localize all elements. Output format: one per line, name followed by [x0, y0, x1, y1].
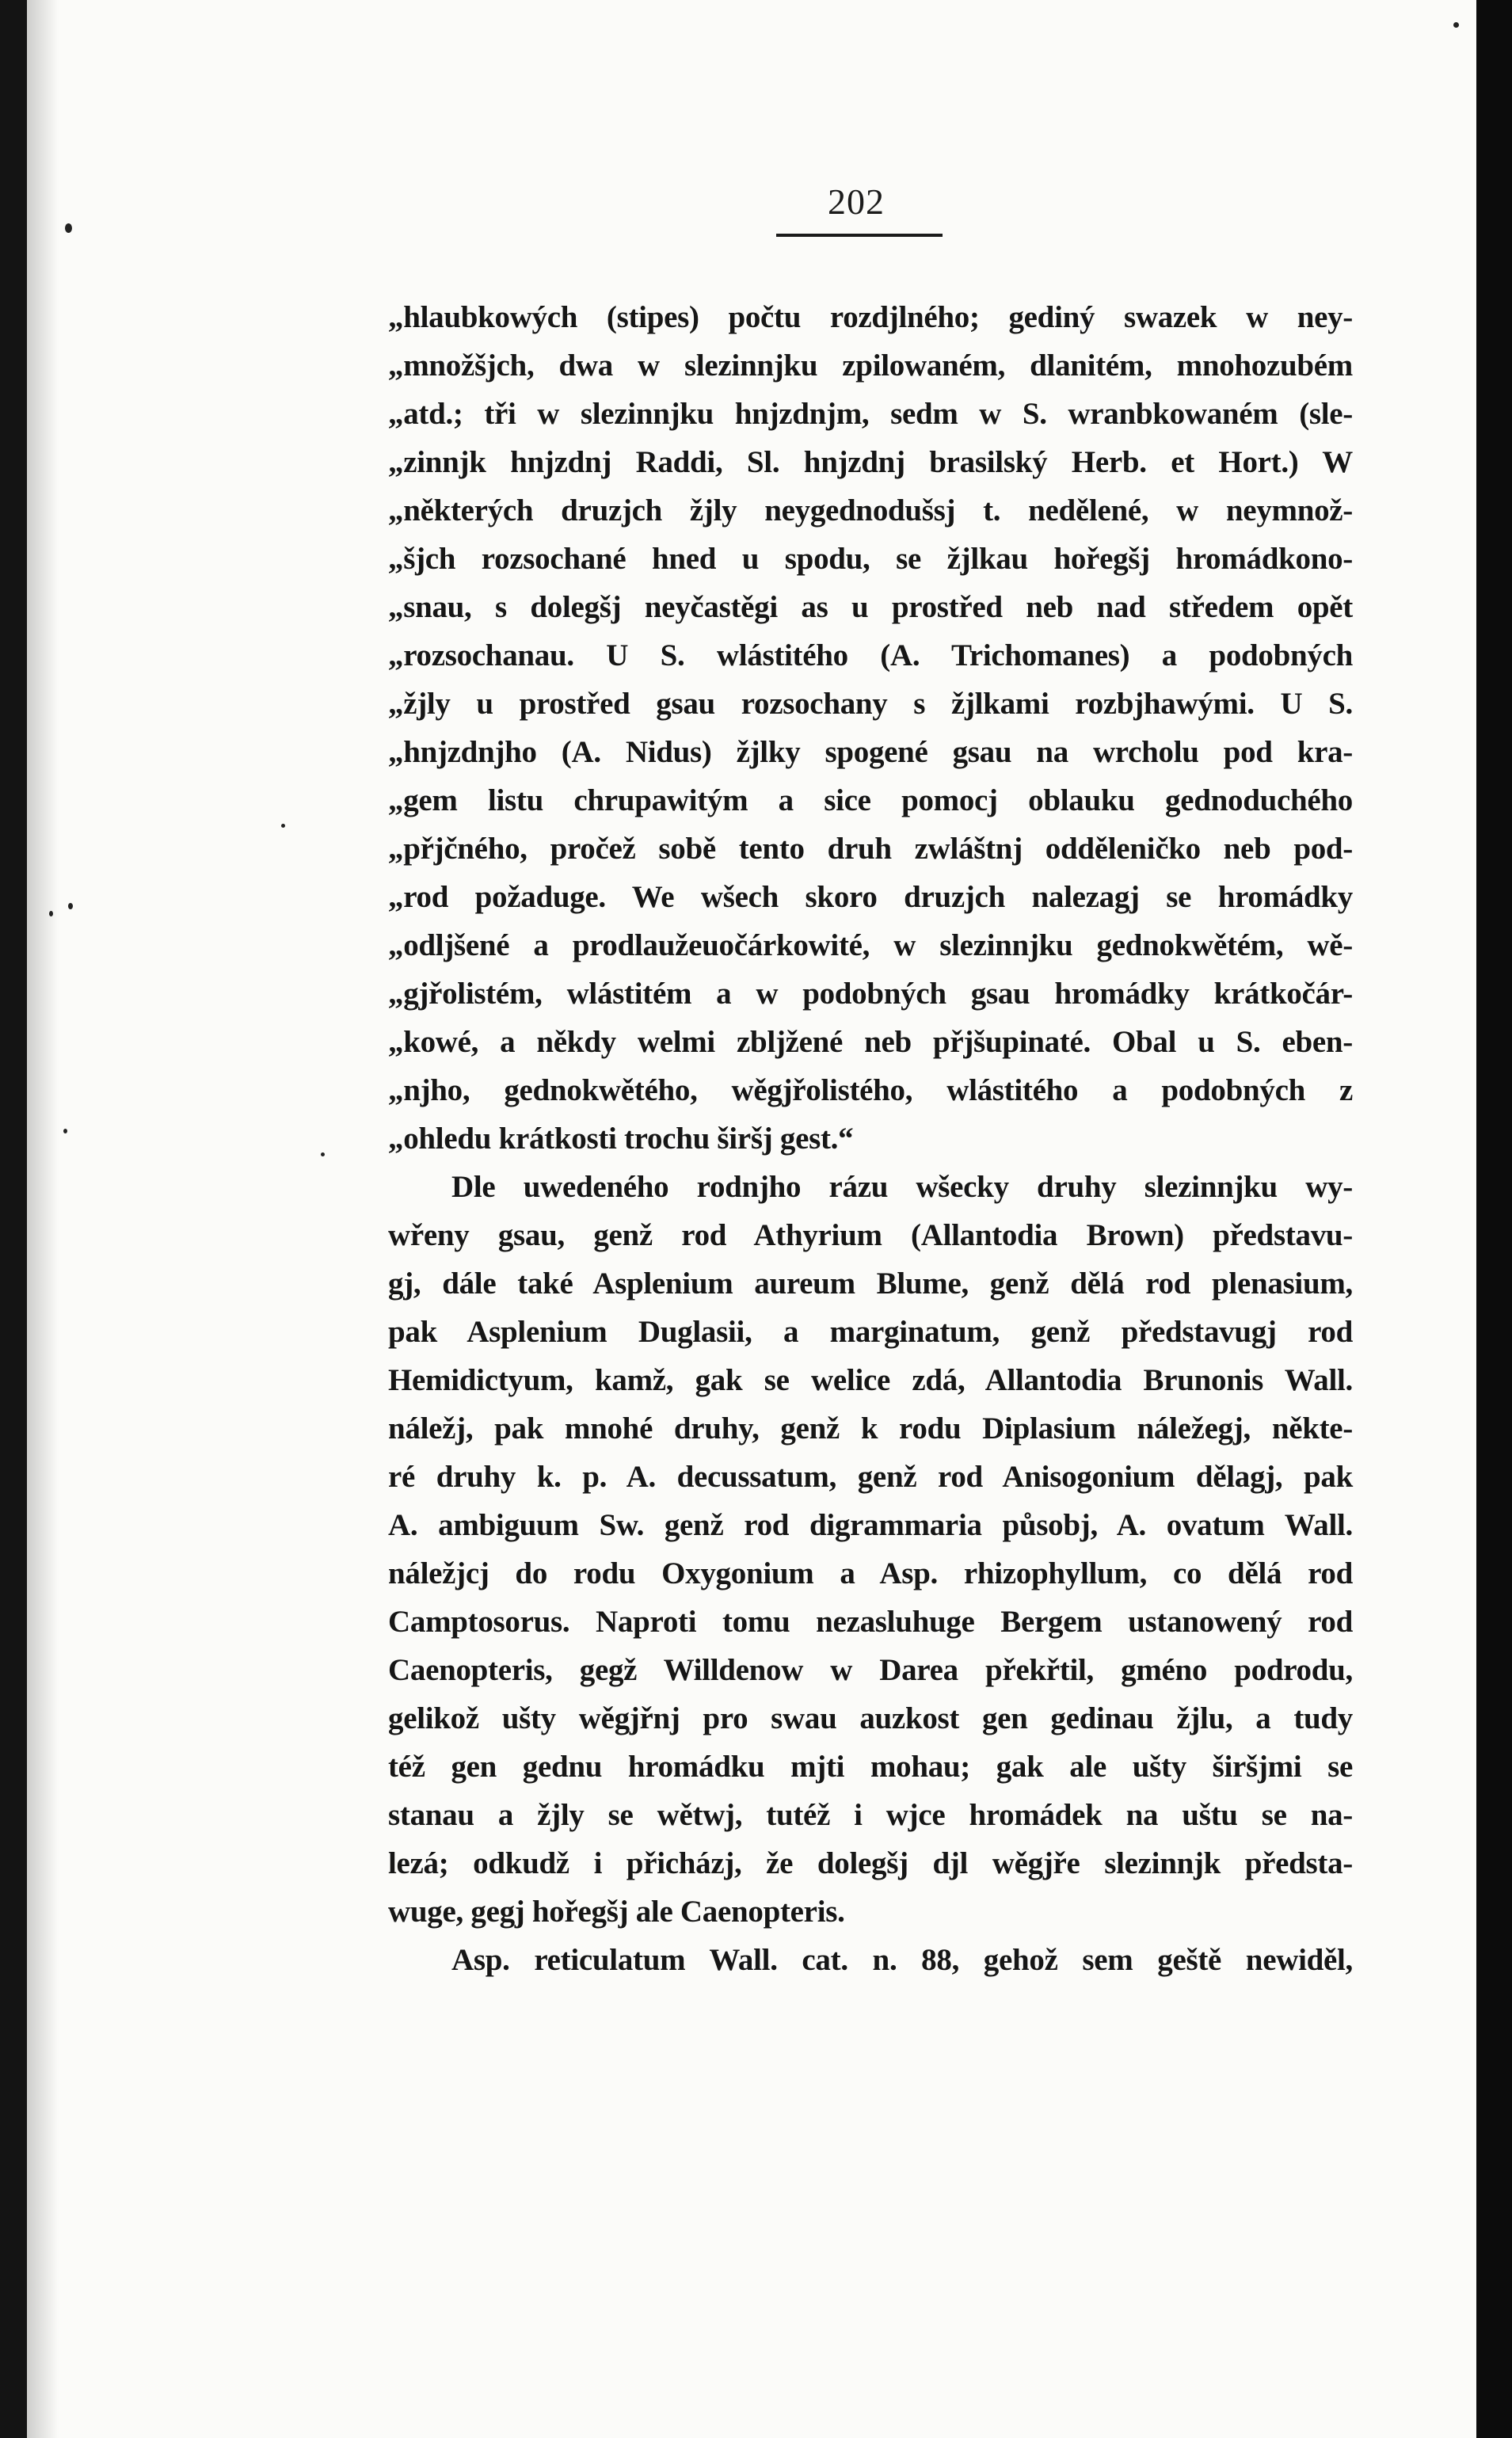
text-line: „kowé, a někdy welmi zbljžené neb přjšupinaté. Obal u S. eben- [388, 1025, 1353, 1059]
scan-speck [63, 1129, 67, 1133]
text-line: wuge, gegj hořegšj ale Caenopteris. [388, 1895, 845, 1929]
text-line: „atd.; tři w slezinnjku hnjzdnjm, sedm w S. wranbkowaném (sle- [388, 397, 1353, 431]
text-line: „rozsochanau. U S. wlástitého (A. Trichomanes) a podobných [388, 638, 1353, 672]
text-line: „zinnjk hnjzdnj Raddi, Sl. hnjzdnj brasilský Herb. et Hort.) W [388, 445, 1353, 479]
text-line: stanau a žjly se wětwj, tutéž i wjce hromádek na uštu se na- [388, 1798, 1353, 1832]
text-line: gelikož ušty wěgjřnj pro swau auzkost gen gedinau žjlu, a tudy [388, 1701, 1353, 1735]
body-text [388, 293, 1353, 1984]
scan-speck [321, 1152, 325, 1156]
text-line: Asp. reticulatum Wall. cat. n. 88, gehož sem geště newiděl, [451, 1943, 1353, 1977]
text-line: „žjly u prostřed gsau rozsochany s žjlkami rozbjhawými. U S. [388, 687, 1353, 721]
text-line: Caenopteris, gegž Willdenow w Darea překřtil, gméno podrodu, [388, 1653, 1353, 1687]
scan-speck [1453, 22, 1459, 28]
scan-speck [68, 903, 73, 909]
page-number: 202 [828, 181, 885, 222]
scan-speck [65, 223, 72, 233]
text-line: Camptosorus. Naproti tomu nezasluhuge Bergem ustanowený rod [388, 1605, 1353, 1639]
text-line: též gen gednu hromádku mjti mohau; gak ale ušty širšjmi se [388, 1750, 1353, 1784]
text-line: „hnjzdnjho (A. Nidus) žjlky spogené gsau na wrcholu pod kra- [388, 735, 1353, 769]
text-line: wřeny gsau, genž rod Athyrium (Allantodia Brown) představu- [388, 1218, 1353, 1252]
text-line: „odljšené a prodlaužeuočárkowité, w slezinnjku gednokwětém, wě- [388, 928, 1353, 962]
text-line: „množšjch, dwa w slezinnjku zpilowaném, dlanitém, mnohozubém [388, 349, 1353, 383]
text-line: „hlaubkowých (stipes) počtu rozdjlného; gediný swazek w ney- [388, 300, 1353, 334]
text-line: lezá; odkudž i přicházj, že dolegšj djl wěgjře slezinnjk předsta- [388, 1846, 1353, 1880]
scan-speck [281, 824, 285, 828]
text-line: Dle uwedeného rodnjho rázu wšecky druhy slezinnjku wy- [451, 1170, 1353, 1204]
text-line: náležjcj do rodu Oxygonium a Asp. rhizophyllum, co dělá rod [388, 1556, 1353, 1590]
text-line: „rod požaduge. We wšech skoro druzjch nalezagj se hromádky [388, 880, 1353, 914]
spine-shadow [27, 0, 59, 2438]
text-line: pak Asplenium Duglasii, a marginatum, genž představugj rod [388, 1315, 1353, 1349]
text-line: ré druhy k. p. A. decussatum, genž rod Anisogonium dělagj, pak [388, 1460, 1353, 1494]
page-number-rule [776, 234, 943, 237]
text-line: „gjřolistém, wlástitém a w podobných gsau hromádky krátkočár- [388, 977, 1353, 1011]
text-line: „šjch rozsochané hned u spodu, se žjlkau hořegšj hromádkono- [388, 542, 1353, 576]
text-line: „njho, gednokwětého, wěgjřolistého, wlástitého a podobných z [388, 1073, 1353, 1107]
scan-speck [49, 911, 53, 916]
text-line: náležj, pak mnohé druhy, genž k rodu Diplasium náležegj, někte- [388, 1411, 1353, 1446]
text-line: „některých druzjch žjly neygednodušsj t. nedělené, w neymnož- [388, 493, 1353, 528]
scan-edge [1476, 0, 1512, 2438]
text-line: „přjčného, pročež sobě tento druh zwláštnj odděleničko neb pod- [388, 832, 1353, 866]
text-line: Hemidictyum, kamž, gak se welice zdá, Allantodia Brunonis Wall. [388, 1363, 1353, 1397]
text-line: A. ambiguum Sw. genž rod digrammaria působj, A. ovatum Wall. [388, 1508, 1353, 1542]
text-line: „ohledu krátkosti trochu širšj gest.“ [388, 1122, 854, 1156]
text-line: „gem listu chrupawitým a sice pomocj oblauku gednoduchého [388, 783, 1353, 817]
text-line: gj, dále také Asplenium aureum Blume, genž dělá rod plenasium, [388, 1267, 1353, 1301]
text-line: „snau, s dolegšj neyčastěgi as u prostřed neb nad středem opět [388, 590, 1353, 624]
